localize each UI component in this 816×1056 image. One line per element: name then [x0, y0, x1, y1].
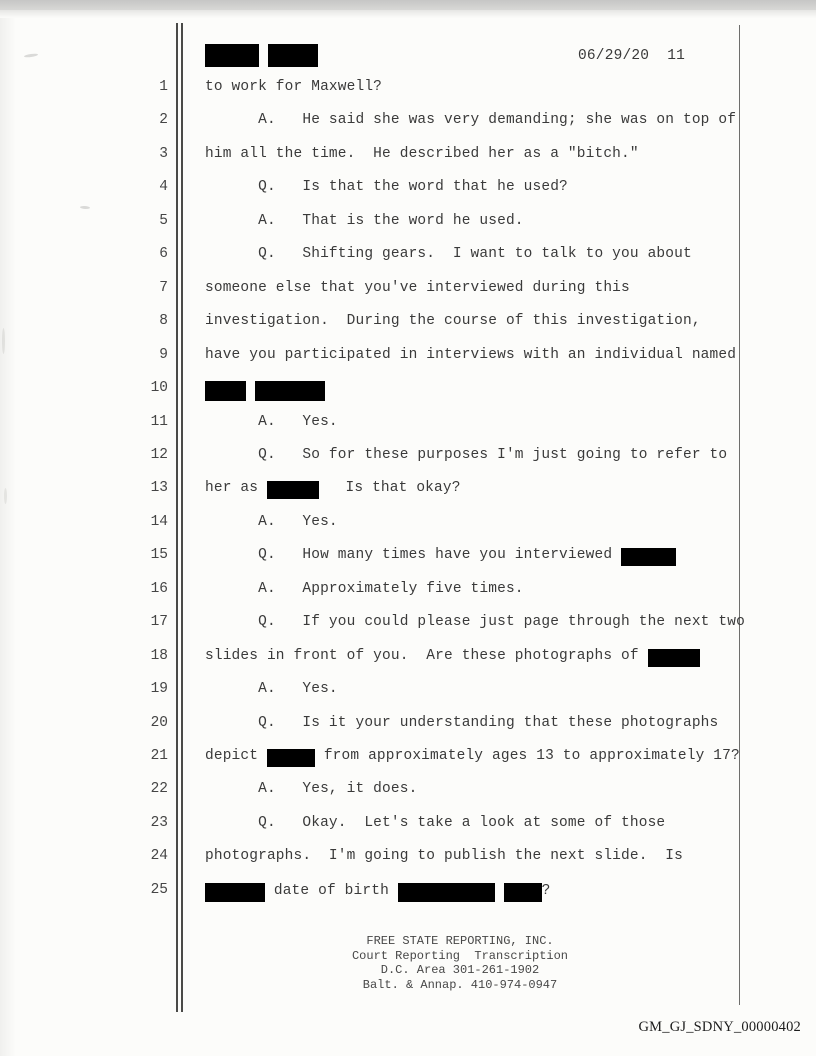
redaction-box	[205, 883, 265, 902]
page-header	[578, 46, 685, 66]
redaction-box	[648, 649, 700, 667]
transcript-line	[205, 746, 750, 766]
redaction-box	[205, 381, 246, 401]
redaction-box	[255, 381, 325, 401]
transcript-line	[205, 177, 750, 197]
redaction-box	[504, 883, 542, 902]
line-text-segment: A. Yes, it does.	[205, 781, 418, 798]
line-number: 6	[159, 246, 168, 263]
transcript-line	[205, 211, 750, 231]
transcript-line	[205, 311, 750, 331]
scan-smudge	[2, 328, 5, 354]
line-text-segment: A. Approximately five times.	[205, 580, 524, 597]
line-text-segment: Q. So for these purposes I'm just going to refer to	[205, 446, 728, 463]
line-text-segment: slides in front of you. Are these photographs of	[205, 647, 648, 664]
transcript-line	[205, 779, 750, 799]
line-number: 2	[159, 112, 168, 129]
transcript-line	[205, 713, 750, 733]
header-date: 06/29/20	[578, 48, 650, 64]
line-text-segment: to work for Maxwell?	[205, 79, 383, 95]
redaction-box	[398, 883, 495, 902]
line-number: 20	[150, 714, 168, 731]
line-text-segment: Q. Is it your understanding that these photographs	[205, 714, 719, 731]
transcript-line	[205, 846, 750, 866]
line-text-segment: from approximately ages 13 to approximately 17?	[314, 748, 740, 764]
transcript-line	[205, 278, 750, 298]
line-number: 15	[150, 547, 168, 564]
header-redactions	[205, 44, 327, 67]
transcript-line	[205, 478, 750, 498]
line-text-segment: him all the time. He described her as a "bitch."	[205, 145, 639, 162]
transcript-line	[205, 77, 750, 97]
line-text-segment: Q. Is that the word that he used?	[205, 179, 568, 196]
line-text-segment: Q. Shifting gears. I want to talk to you about	[205, 246, 692, 263]
line-text-segment	[246, 382, 255, 398]
transcript-line	[205, 110, 750, 130]
line-text-segment: A. Yes.	[205, 413, 338, 430]
line-number: 9	[159, 346, 168, 363]
transcript-line	[205, 412, 750, 432]
transcript-line	[205, 813, 750, 833]
transcript-line	[205, 880, 750, 901]
line-number: 24	[150, 848, 168, 865]
line-number: 23	[150, 814, 168, 831]
scan-edge-fade	[0, 10, 816, 18]
line-number: 18	[150, 647, 168, 664]
footer-line: Balt. & Annap. 410-974-0947	[362, 977, 558, 992]
scan-smudge	[4, 488, 7, 504]
line-number: 1	[159, 79, 168, 95]
line-text-segment: Q. Okay. Let's take a look at some of those	[205, 814, 666, 831]
transcript-line	[205, 612, 750, 632]
line-number: 25	[150, 881, 168, 898]
line-number: 17	[150, 614, 168, 631]
scan-edge-band	[0, 0, 816, 10]
header-redaction-box	[268, 44, 318, 67]
reporter-footer	[280, 934, 640, 992]
line-text-segment: date of birth	[265, 882, 398, 899]
transcript-line	[205, 244, 750, 264]
scan-smudge	[80, 206, 90, 210]
line-number: 21	[150, 748, 168, 764]
line-text-segment: A. Yes.	[205, 513, 338, 530]
footer-line: D.C. Area 301-261-1902	[380, 963, 540, 977]
transcript-line	[205, 345, 750, 365]
left-margin-double-rule-outer	[176, 23, 178, 1012]
line-number: 5	[159, 212, 168, 229]
line-text-segment: Q. How many times have you interviewed	[205, 547, 622, 564]
line-text-segment: her as	[205, 480, 267, 497]
line-number: 12	[150, 446, 168, 463]
line-number: 22	[150, 781, 168, 798]
transcript-line	[205, 512, 750, 532]
line-number: 10	[150, 380, 168, 397]
redaction-box	[267, 749, 315, 767]
line-text-segment: investigation. During the course of this investigation,	[205, 313, 701, 330]
scan-smudge	[24, 53, 38, 58]
scan-left-shade	[0, 18, 16, 1056]
line-text-segment: someone else that you've interviewed during this	[205, 279, 630, 296]
line-number: 4	[159, 179, 168, 196]
line-text-segment: ?	[541, 882, 551, 899]
redaction-box	[621, 548, 676, 566]
line-text-segment: A. Yes.	[205, 681, 338, 698]
footer-line: Court Reporting Transcription	[351, 948, 569, 963]
redaction-box	[267, 481, 319, 499]
header-page-number: 11	[667, 48, 686, 64]
transcript-line	[205, 378, 750, 400]
line-number: 19	[150, 681, 168, 698]
line-text-segment: photographs. I'm going to publish the next slide. Is	[205, 848, 683, 865]
bates-number: GM_GJ_SDNY_00000402	[638, 1019, 801, 1035]
left-margin-double-rule-inner	[181, 23, 183, 1012]
line-number: 11	[150, 413, 168, 430]
transcript-line	[205, 445, 750, 465]
line-number: 7	[159, 279, 168, 296]
line-number: 16	[150, 580, 168, 597]
transcript-line	[205, 646, 750, 666]
line-text-segment: A. That is the word he used.	[205, 212, 524, 229]
line-number: 8	[159, 313, 168, 330]
transcript-line	[205, 144, 750, 164]
footer-line: FREE STATE REPORTING, INC.	[366, 934, 554, 948]
line-text-segment: have you participated in interviews with an individual named	[205, 346, 737, 363]
transcript-line	[205, 679, 750, 699]
transcript-line	[205, 579, 750, 599]
line-number: 3	[159, 145, 168, 162]
transcript-line	[205, 545, 750, 565]
line-text-segment	[495, 883, 504, 899]
line-text-segment: depict	[205, 748, 267, 764]
line-number: 13	[150, 480, 168, 497]
line-text-segment: Is that okay?	[318, 480, 461, 497]
header-redaction-box	[205, 44, 259, 67]
line-text-segment: Q. If you could please just page through the next two	[205, 614, 745, 631]
line-number: 14	[150, 513, 168, 530]
line-text-segment: A. He said she was very demanding; she was on top of	[205, 112, 737, 129]
